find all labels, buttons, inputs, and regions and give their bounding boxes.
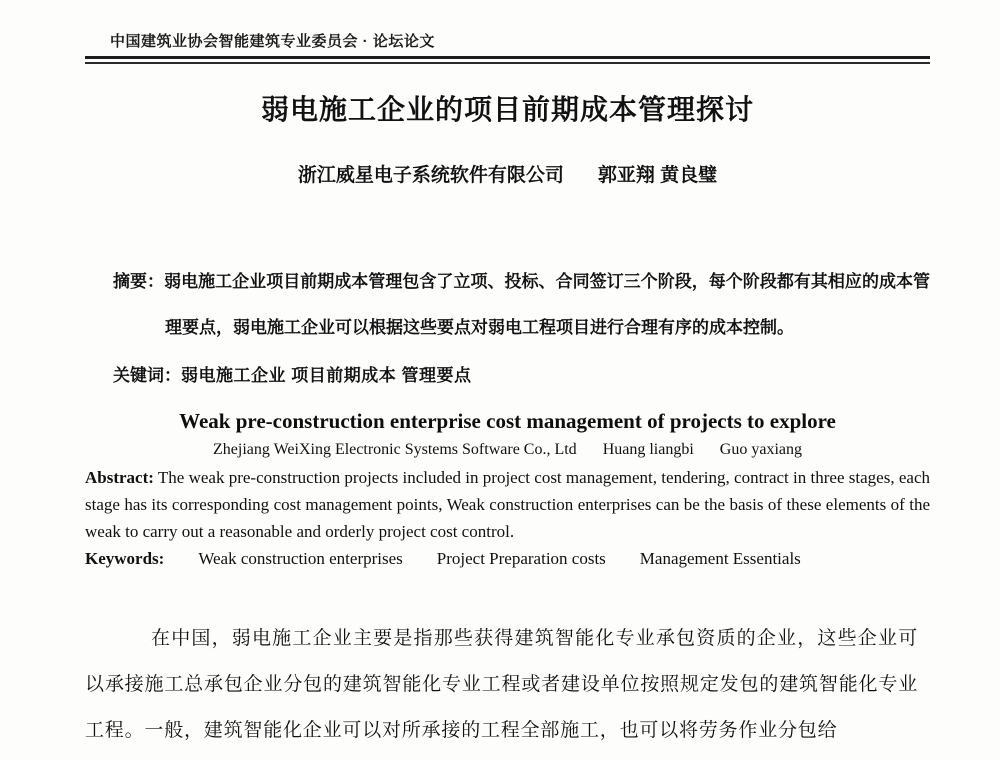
header-rule-thin	[85, 62, 930, 64]
affiliation-english: Zhejiang WeiXing Electronic Systems Software Co., Ltd	[213, 441, 577, 458]
keywords-text-chinese: 弱电施工企业 项目前期成本 管理要点	[181, 366, 472, 385]
abstract-label-chinese: 摘要：	[113, 272, 165, 291]
abstract-english	[85, 464, 930, 545]
keywords-label-chinese: 关键词：	[113, 366, 181, 385]
byline-english	[85, 441, 930, 459]
running-head: 中国建筑业协会智能建筑专业委员会 · 论坛论文	[110, 33, 435, 50]
paper-title-english: Weak pre-construction enterprise cost management of projects to explore	[179, 409, 836, 433]
author-english-1: Huang liangbi	[602, 441, 694, 458]
abstract-text-english: The weak pre-construction projects included in project cost management, tendering, contract in three stages, each stage has its corresponding cost management points, Weak construction enterprises can be the basis of these elements of the weak to carry out a reasonable and orderly project cost control.	[85, 468, 930, 541]
keywords-english	[85, 545, 930, 572]
keyword-english-1: Weak construction enterprises	[198, 549, 403, 568]
abstract-text-chinese: 弱电施工企业项目前期成本管理包含了立项、投标、合同签订三个阶段，每个阶段都有其相应的成本管理要点，弱电施工企业可以根据这些要点对弱电工程项目进行合理有序的成本控制。	[164, 272, 931, 337]
keyword-english-2: Project Preparation costs	[436, 549, 606, 568]
affiliation-chinese: 浙江威星电子系统软件有限公司	[297, 165, 564, 186]
author-names-chinese: 郭亚翔 黄良璧	[597, 165, 718, 186]
body-paragraph: 在中国，弱电施工企业主要是指那些获得建筑智能化专业承包资质的企业，这些企业可以承接施工总承包企业分包的建筑智能化专业工程或者建设单位按照规定发包的建筑智能化专业工程。一般，建筑智能化企业可以对所承接的工程全部施工，也可以将劳务作业分包给	[85, 628, 918, 741]
keyword-english-3: Management Essentials	[639, 549, 801, 568]
keywords-label-english: Keywords:	[85, 549, 165, 568]
author-english-2: Guo yaxiang	[719, 441, 802, 458]
keywords-chinese	[113, 363, 930, 389]
abstract-chinese	[113, 259, 930, 351]
authors-line-chinese	[85, 160, 930, 187]
paper-title-chinese: 弱电施工企业的项目前期成本管理探讨	[260, 94, 754, 125]
header-rule-thick	[85, 56, 930, 59]
abstract-label-english: Abstract:	[85, 468, 154, 487]
